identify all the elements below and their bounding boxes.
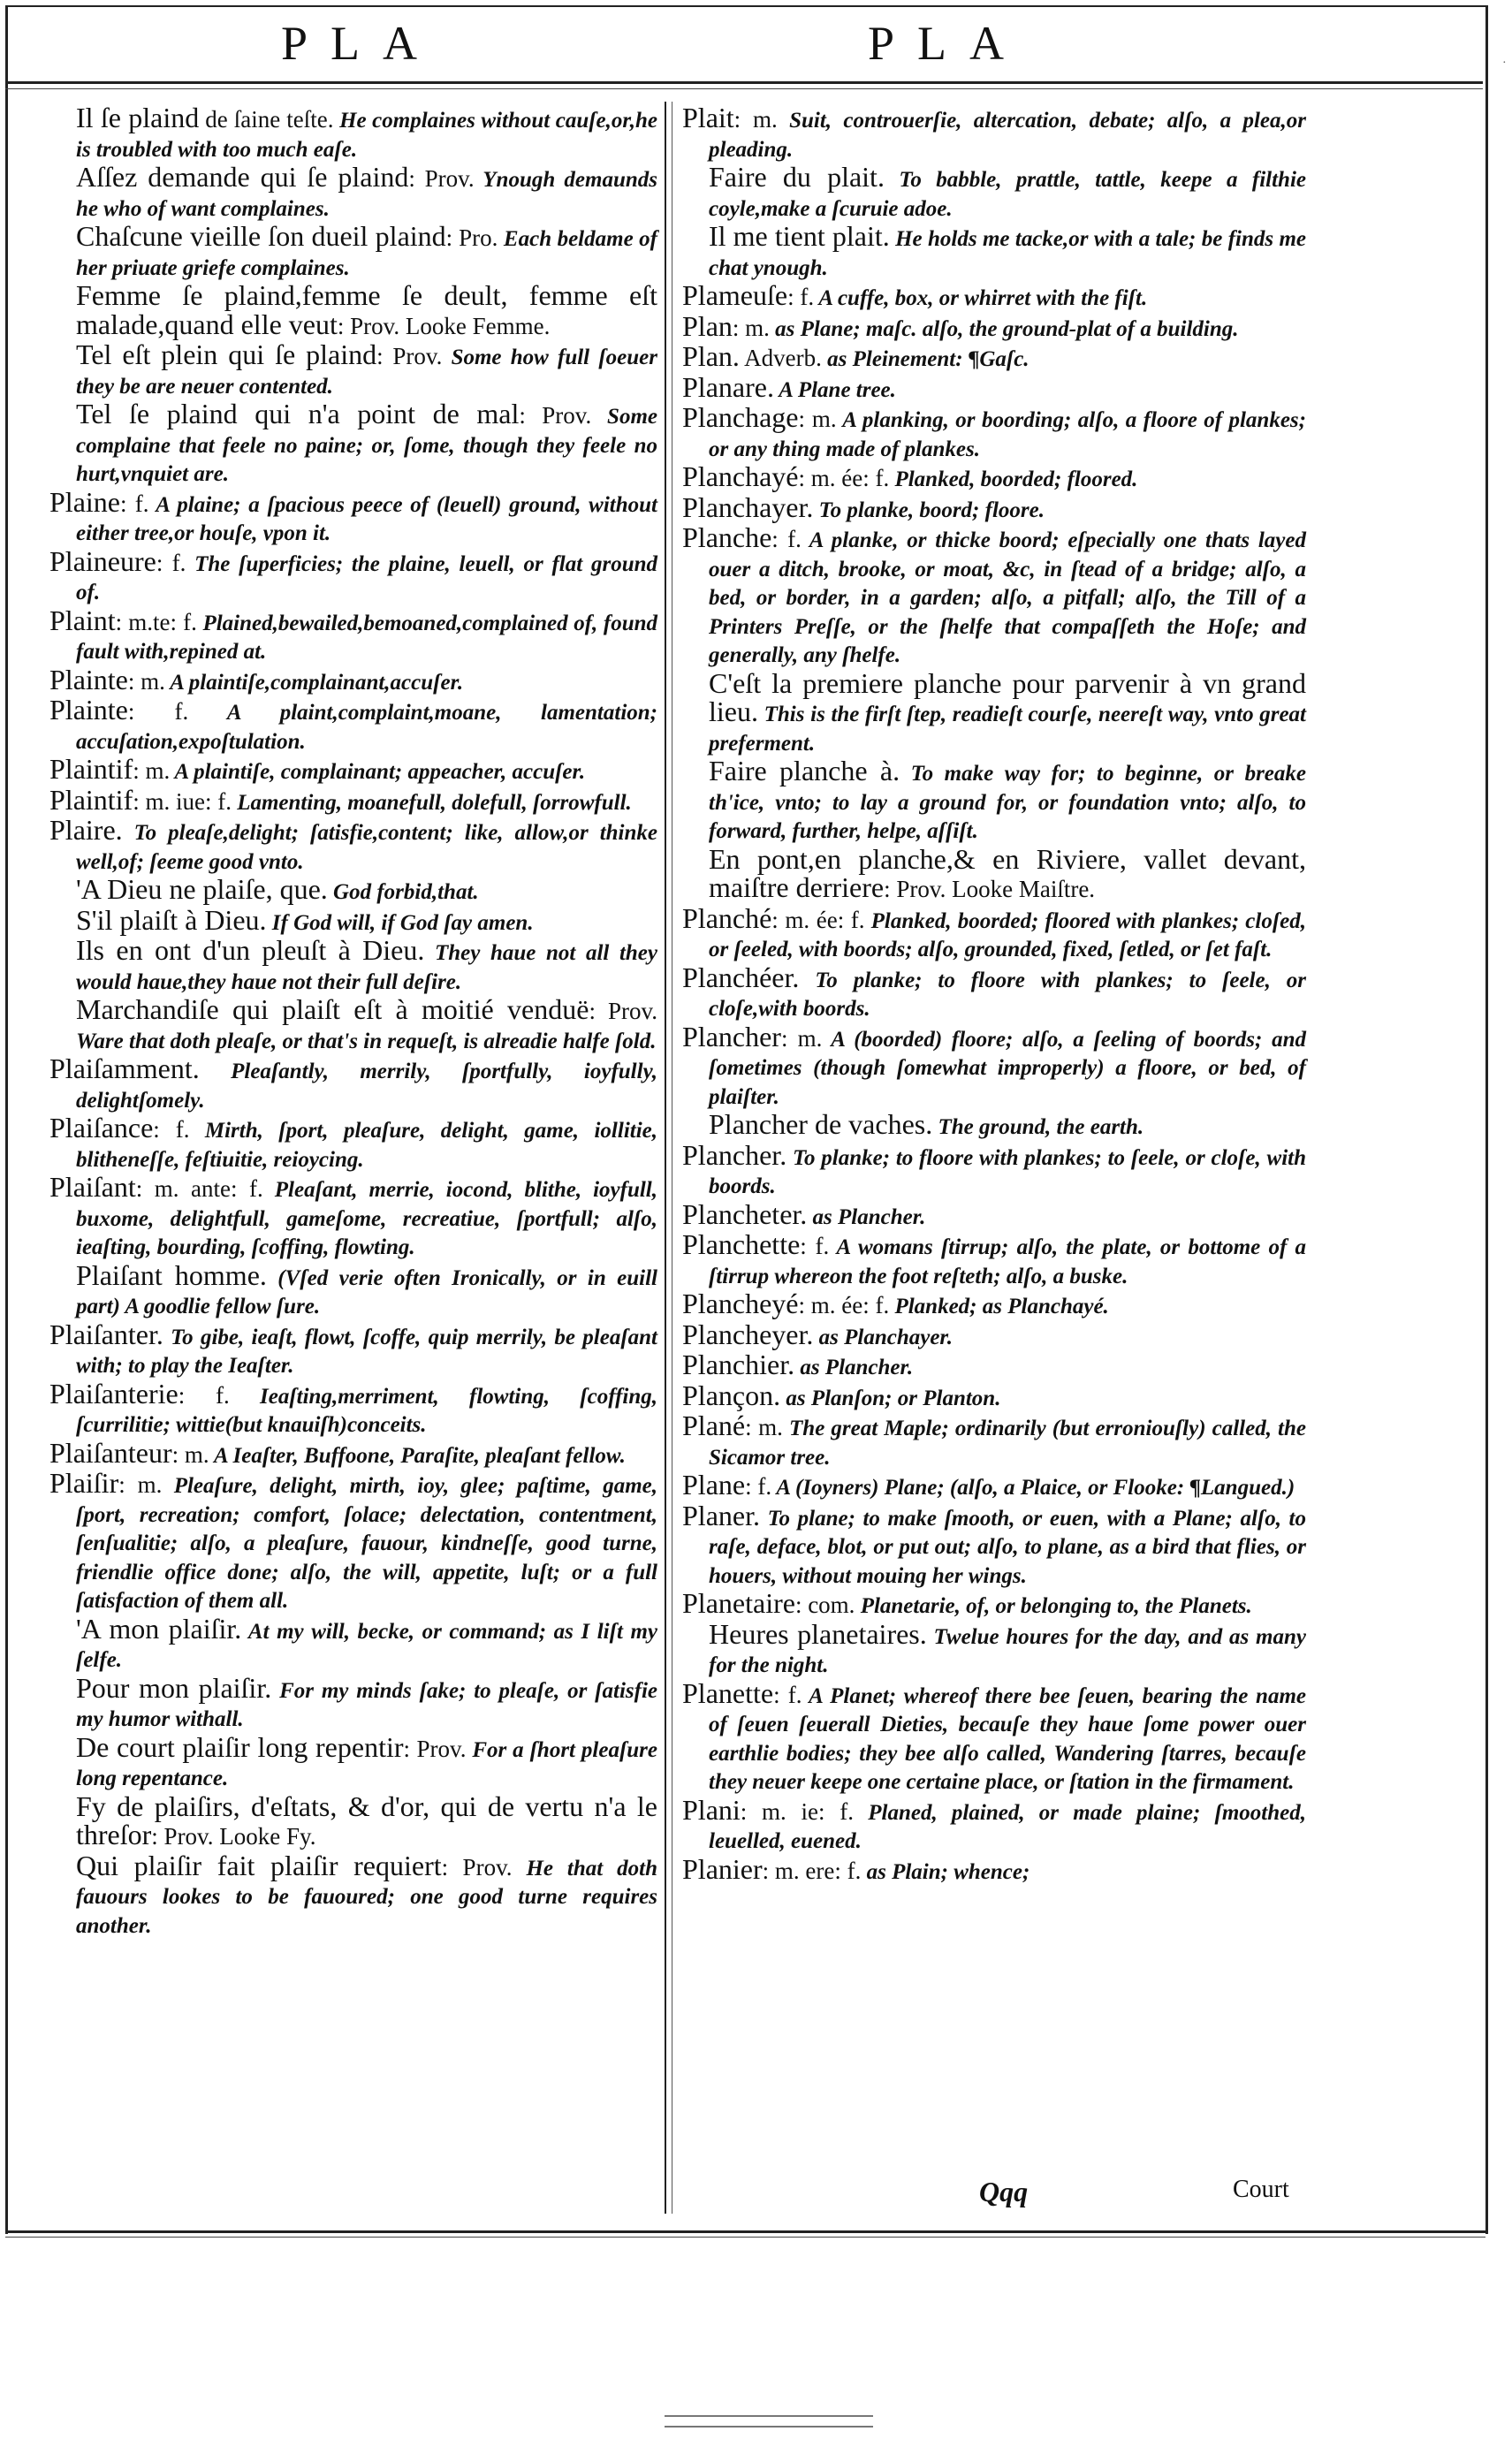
dictionary-entry [682, 1138, 1306, 1201]
left-column [49, 104, 657, 1940]
entry-headword: Planchayer. [682, 490, 814, 523]
entry-definition: as Plane; maſc. alſo, the ground-plat of a building. [769, 316, 1239, 341]
entry-grammar: : f. [787, 284, 815, 310]
entry-headword: Plaiſanter. [49, 1318, 163, 1350]
entry-headword: Planare. [682, 370, 774, 403]
entry-definition: Ware that doth pleaſe, or that's in requeſt, is alreadie halfe ſold. [76, 1029, 657, 1053]
entry-headword: Plani [682, 1793, 741, 1826]
entry-headword: Marchandiſe qui plaiſt eſt à moitié venduë [76, 993, 589, 1025]
dictionary-entry [76, 279, 657, 341]
entry-headword: Plaiſant homme. [76, 1258, 267, 1291]
entry-headword: Qui plaiſir fait plaiſir requiert [76, 1849, 442, 1881]
dictionary-entry [76, 163, 657, 223]
entry-definition: For a ſhort pleaſure long repentance. [76, 1737, 658, 1790]
entry-headword: Plaiſir [49, 1467, 119, 1499]
entry-headword: Plancher. [682, 1138, 787, 1171]
dictionary-entry [682, 901, 1306, 964]
entry-grammar: : f. [156, 549, 186, 576]
entry-headword: Planier [682, 1852, 763, 1885]
dictionary-entry [709, 1617, 1307, 1680]
entry-grammar: : m.te: f. [115, 608, 197, 635]
entry-definition: A Ieaſter, Buffoone, Paraſite, pleaſant fellow. [209, 1443, 626, 1468]
entry-definition: as Planchayer. [813, 1325, 954, 1349]
entry-grammar: : Prov. [519, 402, 592, 429]
dictionary-entry [76, 1258, 657, 1321]
entry-headword: Plancheyer. [682, 1318, 814, 1350]
entry-grammar: : f. [153, 1116, 190, 1143]
entry-definition: He complaines without cauſe,or,he is troubled with too much eaſe. [76, 109, 658, 162]
entry-headword: Planchayé [682, 460, 799, 492]
entry-grammar: : f. [119, 490, 149, 517]
dictionary-entry [682, 521, 1307, 670]
dictionary-entry [682, 1852, 1306, 1887]
dictionary-entry [682, 1197, 1306, 1232]
entry-definition: Suit, controuerſie, altercation, debate; alſo, a plea,or pleading. [709, 109, 1306, 162]
dictionary-entry [49, 485, 657, 548]
entry-grammar: Adverb. [739, 345, 822, 371]
entry-definition: If God will, if God ſay amen. [266, 910, 534, 935]
entry-headword: Planchéer. [682, 961, 800, 993]
entry-grammar: : m. [732, 314, 770, 341]
entry-grammar: : Prov. Looke Fy. [151, 1823, 316, 1850]
dictionary-entry [682, 1290, 1306, 1321]
entry-definition: Pleaſant, merrie, iocond, blithe, ioyfull, buxome, delightfull, gameſome, recreatiue, ſportfull; alſo, ieaſting, bourding, ſcoffing, flowting. [76, 1178, 657, 1259]
column-divider [665, 102, 666, 2214]
dictionary-entry [76, 903, 657, 938]
dictionary-entry [76, 104, 657, 163]
entry-definition: He holds me tacke,or with a tale; be finds me chat ynough. [709, 227, 1307, 280]
entry-definition: This is the firſt ſtep, readieſt courſe, neereſt way, vnto great preferment. [709, 703, 1306, 756]
entry-headword: Heures planetaires. [709, 1617, 927, 1650]
entry-definition: A planking, or boording; alſo, a floore of plankes; or any thing made of plankes. [709, 408, 1306, 461]
header-rule-thin [5, 88, 1483, 89]
entry-headword: Planchage [682, 401, 799, 433]
entry-headword: Plançon. [682, 1379, 781, 1411]
dictionary-entry [709, 842, 1306, 905]
entry-definition: Mirth, ſport, pleaſure, delight, game, iollitie, blitheneſſe, feſtiuitie, reioycing. [76, 1119, 657, 1172]
entry-headword: Plaire. [49, 814, 123, 846]
dictionary-entry [49, 1171, 657, 1262]
entry-headword: Fy de plaiſirs, d'eſtats, & d'or, qui de vertu n'a le threſor [76, 1789, 657, 1850]
dictionary-entry [682, 104, 1306, 163]
entry-definition: as Plain; whence; [861, 1859, 1030, 1884]
entry-headword: Planette [682, 1676, 774, 1709]
header-rule [5, 81, 1483, 84]
bottom-rule [5, 2230, 1485, 2233]
entry-definition: Ynough demaunds he who of want complaines. [76, 168, 658, 221]
entry-headword: Plancher [682, 1020, 781, 1052]
dictionary-entry [682, 309, 1306, 344]
entry-grammar: : Pro. [445, 224, 498, 251]
entry-grammar: : m. ere: f. [762, 1857, 862, 1884]
entry-headword: Planché [682, 901, 772, 934]
bottom-strip [665, 2415, 873, 2428]
entry-grammar: : m. ée: f. [798, 465, 890, 491]
entry-definition: A plaine; a ſpacious peece of (leuell) ground, without either tree,or houſe, vpon it. [76, 492, 657, 545]
dictionary-entry [49, 1318, 657, 1380]
entry-definition: as Pleinement: ¶Gaſc. [821, 347, 1030, 371]
entry-grammar: : Prov. [441, 1853, 513, 1881]
entry-headword: Il me tient plait. [709, 220, 890, 252]
entry-headword: Aſſez demande qui ſe plaind [76, 161, 409, 193]
entry-grammar: : Prov. Looke Maiſtre. [884, 876, 1096, 902]
entry-grammar: : m. [118, 1471, 163, 1498]
entry-grammar: : f. [773, 1681, 802, 1708]
dictionary-entry [682, 1499, 1306, 1591]
entry-headword: De court plaiſir long repentir [76, 1730, 404, 1763]
entry-headword: Tel ſe plaind qui n'a point de mal [76, 398, 520, 429]
entry-grammar: : m. [745, 1414, 783, 1440]
dictionary-entry [682, 1351, 1306, 1382]
dictionary-entry [682, 1471, 1306, 1502]
entry-definition: At my will, becke, or command; as I liſt my ſelfe. [76, 1619, 657, 1672]
dictionary-entry [709, 163, 1306, 223]
entry-grammar: : f. [745, 1473, 772, 1500]
dictionary-entry [682, 1379, 1306, 1413]
dictionary-entry [682, 1318, 1306, 1352]
entry-grammar: : m. [798, 406, 837, 432]
catchword: Court [1233, 2176, 1289, 2203]
dictionary-entry [76, 338, 657, 400]
dictionary-entry [682, 340, 1306, 374]
entry-definition: Each beldame of her priuate griefe complaines. [76, 227, 657, 280]
entry-definition: To babble, prattle, tattle, keepe a filthie coyle,make a ſcuruie adoe. [709, 168, 1306, 221]
entry-grammar: : m. ie: f. [740, 1797, 854, 1825]
dictionary-entry [49, 696, 657, 756]
entry-headword: Planetaire [682, 1587, 795, 1619]
dictionary-entry [682, 401, 1306, 463]
dictionary-entry [682, 279, 1306, 313]
entry-headword: 'A mon plaiſir. [76, 1612, 242, 1645]
entry-headword: Plancheyé [682, 1288, 799, 1319]
entry-headword: Plaiſance [49, 1112, 154, 1144]
entry-definition: A plaintiſe,complainant,accuſer. [164, 670, 464, 695]
entry-definition: Pleaſure, delight, mirth, ioy, glee; paſtime, game, ſport, recreation; comfort, ſolace; delectation, contentment, ſenſualitie; alſo, a pleaſure, fauour, kindneſſe, good turne, friendlie office done; alſo, the will, appetite, luſt; or a full ſatisfaction of them all. [76, 1474, 657, 1613]
dictionary-entry [49, 1114, 657, 1174]
dictionary-entry [682, 1020, 1306, 1112]
entry-grammar: : Prov. Looke Femme. [337, 312, 551, 339]
entry-definition: To pleaſe,delight; ſatisfie,content; like, allow,or thinke well,of; ſeeme good vnto. [76, 821, 657, 874]
entry-definition: To plane; to make ſmooth, or euen, with a Plane; alſo, to raſe, deface, blot, or put out; alſo, to plane, as a bird that flies, or houers, without mouing her wings. [709, 1506, 1306, 1588]
dictionary-entry [49, 1467, 657, 1615]
entry-headword: Faire du plait. [709, 161, 885, 193]
dictionary-entry [709, 666, 1306, 758]
entry-grammar: : m. ante: f. [135, 1175, 263, 1202]
entry-definition: A Plane tree. [773, 377, 896, 402]
entry-headword: Plaintif [49, 783, 133, 816]
dictionary-entry [49, 783, 657, 817]
entry-grammar: : com. [794, 1592, 855, 1618]
dictionary-entry [682, 1793, 1306, 1856]
entry-headword: Planchier. [682, 1349, 795, 1380]
entry-definition: as Plancher. [807, 1204, 926, 1229]
entry-definition: Planed, plained, or made plaine; ſmoothed, leuelled, euened. [709, 1800, 1306, 1853]
entry-definition: Lamenting, moanefull, dolefull, ſorrowfull. [231, 790, 632, 815]
dictionary-entry [49, 1052, 657, 1114]
dictionary-entry [49, 753, 657, 786]
dictionary-entry [76, 220, 657, 282]
entry-headword: Pour mon plaiſir. [76, 1671, 272, 1704]
entry-headword: Plaint [49, 604, 116, 636]
entry-headword: Plaineure [49, 544, 156, 577]
dictionary-entry [709, 220, 1307, 282]
entry-headword: Chaſcune vieille ſon dueil plaind [76, 220, 446, 252]
entry-definition: A plaint,complaint,moane, lamentation; accuſation,expoſtulation. [76, 701, 657, 754]
entry-headword: En pont,en planche,& en Riviere, vallet devant, maiſtre derriere [709, 842, 1306, 903]
entry-definition: He that doth fauours lookes to be fauoured; one good turne requires another. [76, 1856, 657, 1938]
entry-grammar: : m. ée: f. [771, 906, 865, 933]
dictionary-entry [682, 1676, 1306, 1797]
entry-definition: Planked; as Planchayé. [889, 1295, 1109, 1318]
entry-headword: Femme ſe plaind,femme ſe deult, femme eſt malade,quand elle veut [76, 279, 657, 340]
entry-definition: To planke; to floore with plankes; to ſeele, or cloſe, with boords. [709, 1145, 1306, 1198]
entry-definition: A cuffe, box, or whirret with the fiſt. [814, 286, 1148, 310]
entry-headword: Tel eſt plein qui ſe plaind [76, 338, 377, 370]
entry-headword: S'il plaiſt à Dieu. [76, 903, 267, 936]
entry-definition: To planke, boord; floore. [813, 498, 1045, 522]
entry-headword: Plan [682, 309, 733, 342]
entry-grammar: : m. [171, 1440, 209, 1468]
entry-headword: 'A Dieu ne plaiſe, que. [76, 873, 328, 905]
dictionary-entry [76, 934, 658, 996]
entry-definition: Twelue houres for the day, and as many for the night. [709, 1624, 1307, 1677]
entry-headword: Plancher de vaches. [709, 1108, 933, 1140]
bottom-rule-thin [5, 2237, 1485, 2238]
entry-definition: To make way for; to beginne, or breake th'ice, vnto; to lay a ground for, or foundation vnto; alſo, to forward, further, helpe, aſſiſt. [709, 762, 1307, 843]
entry-grammar: : m. [127, 667, 165, 695]
dictionary-entry [682, 1228, 1306, 1290]
entry-headword: Plaintif [49, 753, 133, 785]
entry-headword: Plané [682, 1409, 746, 1441]
entry-grammar: : Prov. [403, 1735, 467, 1762]
dictionary-entry [76, 1612, 657, 1675]
entry-headword: Faire planche à. [709, 755, 900, 786]
dictionary-entry [682, 490, 1306, 525]
dictionary-entry [76, 400, 657, 489]
entry-grammar: : Prov. [408, 165, 475, 192]
dictionary-entry [709, 757, 1306, 846]
entry-grammar: : m. [780, 1024, 823, 1052]
entry-definition: A Planet; whereof there bee ſeuen, bearing the name of ſeuen ſeuerall Dieties, becauſe they haue ſome power ouer earthlie bodies; they bee alſo called, Wandering ſtarres, becauſe they neuer keepe one certaine place, or ſtation in the firmament. [709, 1683, 1306, 1794]
entry-definition: Some complaine that feele no paine; or, ſome, though they feele no hurt,vnquiet are. [76, 405, 657, 486]
entry-headword: Plainte [49, 694, 128, 726]
entry-definition: Plained,bewailed,bemoaned,complained of, found fault with,repined at. [76, 611, 658, 664]
entry-headword: Plan. [682, 340, 740, 372]
entry-grammar: : m. iue: f. [133, 787, 232, 815]
dictionary-entry [76, 993, 657, 1055]
entry-grammar: : f. [178, 1381, 230, 1409]
entry-definition: Pleaſantly, merrily, ſportfully, ioyfully, delightſomely. [76, 1060, 657, 1113]
entry-definition: To gibe, ieaſt, flowt, ſcoffe, quip merrily, be pleaſant with; to play the Ieaſter. [76, 1325, 657, 1378]
entry-definition: A planke, or thicke boord; eſpecially one thats layed ouer a ditch, brooke, or moat, &c, in ſtead of a bridge; alſo, a bed, or border, in a garden; alſo, a pitfall; alſo, the Till of a Printers Preſſe, or the ſhelfe that compaſſeth the Hoſe; and generally, any ſhelfe. [709, 528, 1307, 667]
entry-definition: (Vſed verie often Ironically, or in euill part) A goodlie fellow ſure. [76, 1265, 657, 1318]
dictionary-entry [49, 544, 657, 607]
dictionary-entry [49, 1436, 657, 1470]
dictionary-entry [76, 1671, 657, 1734]
entry-headword: Plaiſanterie [49, 1377, 179, 1409]
entry-definition: A womans ſtirrup; alſo, the plate, or bottome of a ſtirrup whereon the foot reſteth; alſo, a buske. [709, 1235, 1306, 1288]
entry-grammar: : m. [733, 106, 778, 133]
entry-grammar: : Prov. [376, 343, 443, 369]
entry-headword: Plaiſant [49, 1171, 136, 1203]
dictionary-entry [682, 1409, 1306, 1471]
entry-definition: Some how full ſoeuer they be are neuer contented. [76, 346, 657, 399]
entry-definition: Planked, boorded; floored with plankes; cloſed, or ſeeled, with boords; alſo, grounded, fixed, ſetled, or ſet faſt. [709, 908, 1306, 961]
entry-definition: For my minds ſake; to pleaſe, or ſatisfie my humor withall. [76, 1678, 657, 1731]
dictionary-entry [76, 1730, 658, 1793]
dictionary-entry [76, 1789, 657, 1852]
dictionary-entry [682, 370, 1306, 405]
entry-headword: Plancheter. [682, 1197, 808, 1230]
entry-definition: A plaintiſe, complainant; appeacher, accuſer. [170, 760, 586, 784]
entry-definition: Planked, boorded; floored. [889, 467, 1138, 491]
entry-definition: Planetarie, of, or belonging to, the Planets. [855, 1594, 1252, 1618]
entry-definition: A (boorded) floore; alſo, a ſeeling of boords; and ſometimes (though ſomewhat improperly) a floore, or bed, of plaiſter. [709, 1027, 1306, 1109]
entry-headword: Plameuſe [682, 279, 788, 311]
header-right-word: PLA [868, 17, 1028, 70]
entry-definition: Ieaſting,merriment, flowting, ſcoffing, ſcurrilitie; wittie(but knauiſh)conceits. [76, 1384, 658, 1437]
entry-grammar: : f. [127, 698, 189, 725]
entry-definition: The ſuperficies; the plaine, leuell, or flat ground of. [76, 551, 657, 604]
right-column [682, 104, 1306, 1886]
entry-headword: Plaiſamment. [49, 1052, 200, 1084]
dictionary-entry [49, 663, 657, 697]
dictionary-entry [682, 961, 1306, 1023]
entry-headword: Ils en ont d'un pleuſt à Dieu. [76, 934, 425, 966]
entry-definition: as Plancher. [794, 1356, 914, 1379]
dictionary-entry [49, 814, 657, 876]
entry-definition: They haue not all they would haue,they haue not their full deſire. [76, 941, 658, 994]
entry-headword: Plaiſanteur [49, 1436, 172, 1469]
entry-headword: Il ſe plaind [76, 102, 200, 133]
dictionary-entry [49, 604, 658, 666]
entry-headword: Planche [682, 521, 772, 553]
dictionary-entry [682, 1587, 1306, 1621]
header-left-word: PLA [281, 17, 441, 70]
entry-headword: Plait [682, 102, 734, 133]
entry-grammar: : f. [800, 1233, 830, 1259]
dictionary-entry [709, 1108, 1306, 1142]
entry-headword: Plane [682, 1469, 746, 1501]
entry-headword: C'eſt la premiere planche pour parvenir à vn grand lieu. [709, 666, 1306, 727]
entry-definition: The ground, the earth. [932, 1115, 1144, 1139]
entry-grammar: : f. [771, 526, 802, 552]
entry-definition: God forbid,that. [327, 880, 479, 904]
entry-definition: The great Maple; ordinarily (but erroniouſly) called, the Sicamor tree. [709, 1417, 1306, 1470]
entry-definition: as Planſon; or Planton. [780, 1386, 1001, 1410]
edge-mark: · [1502, 57, 1507, 70]
dictionary-entry [682, 460, 1306, 494]
entry-grammar: de ſaine teſte. [199, 106, 334, 133]
entry-definition: To planke; to floore with plankes; to ſeele, or cloſe,with boords. [709, 968, 1306, 1021]
entry-grammar: : m. [133, 757, 171, 784]
entry-grammar: : m. ée: f. [798, 1292, 890, 1318]
entry-headword: Plainte [49, 663, 128, 695]
signature-mark: Qqq [979, 2176, 1029, 2207]
entry-definition: A (Ioyners) Plane; (alſo, a Plaice, or Flooke: ¶Langued.) [771, 1476, 1295, 1500]
entry-grammar: : Prov. [589, 998, 657, 1024]
entry-headword: Plaine [49, 485, 120, 518]
dictionary-entry [76, 873, 657, 907]
entry-headword: Planchette [682, 1228, 801, 1260]
entry-headword: Planer. [682, 1499, 760, 1531]
dictionary-entry [49, 1377, 658, 1440]
dictionary-entry [76, 1849, 657, 1941]
